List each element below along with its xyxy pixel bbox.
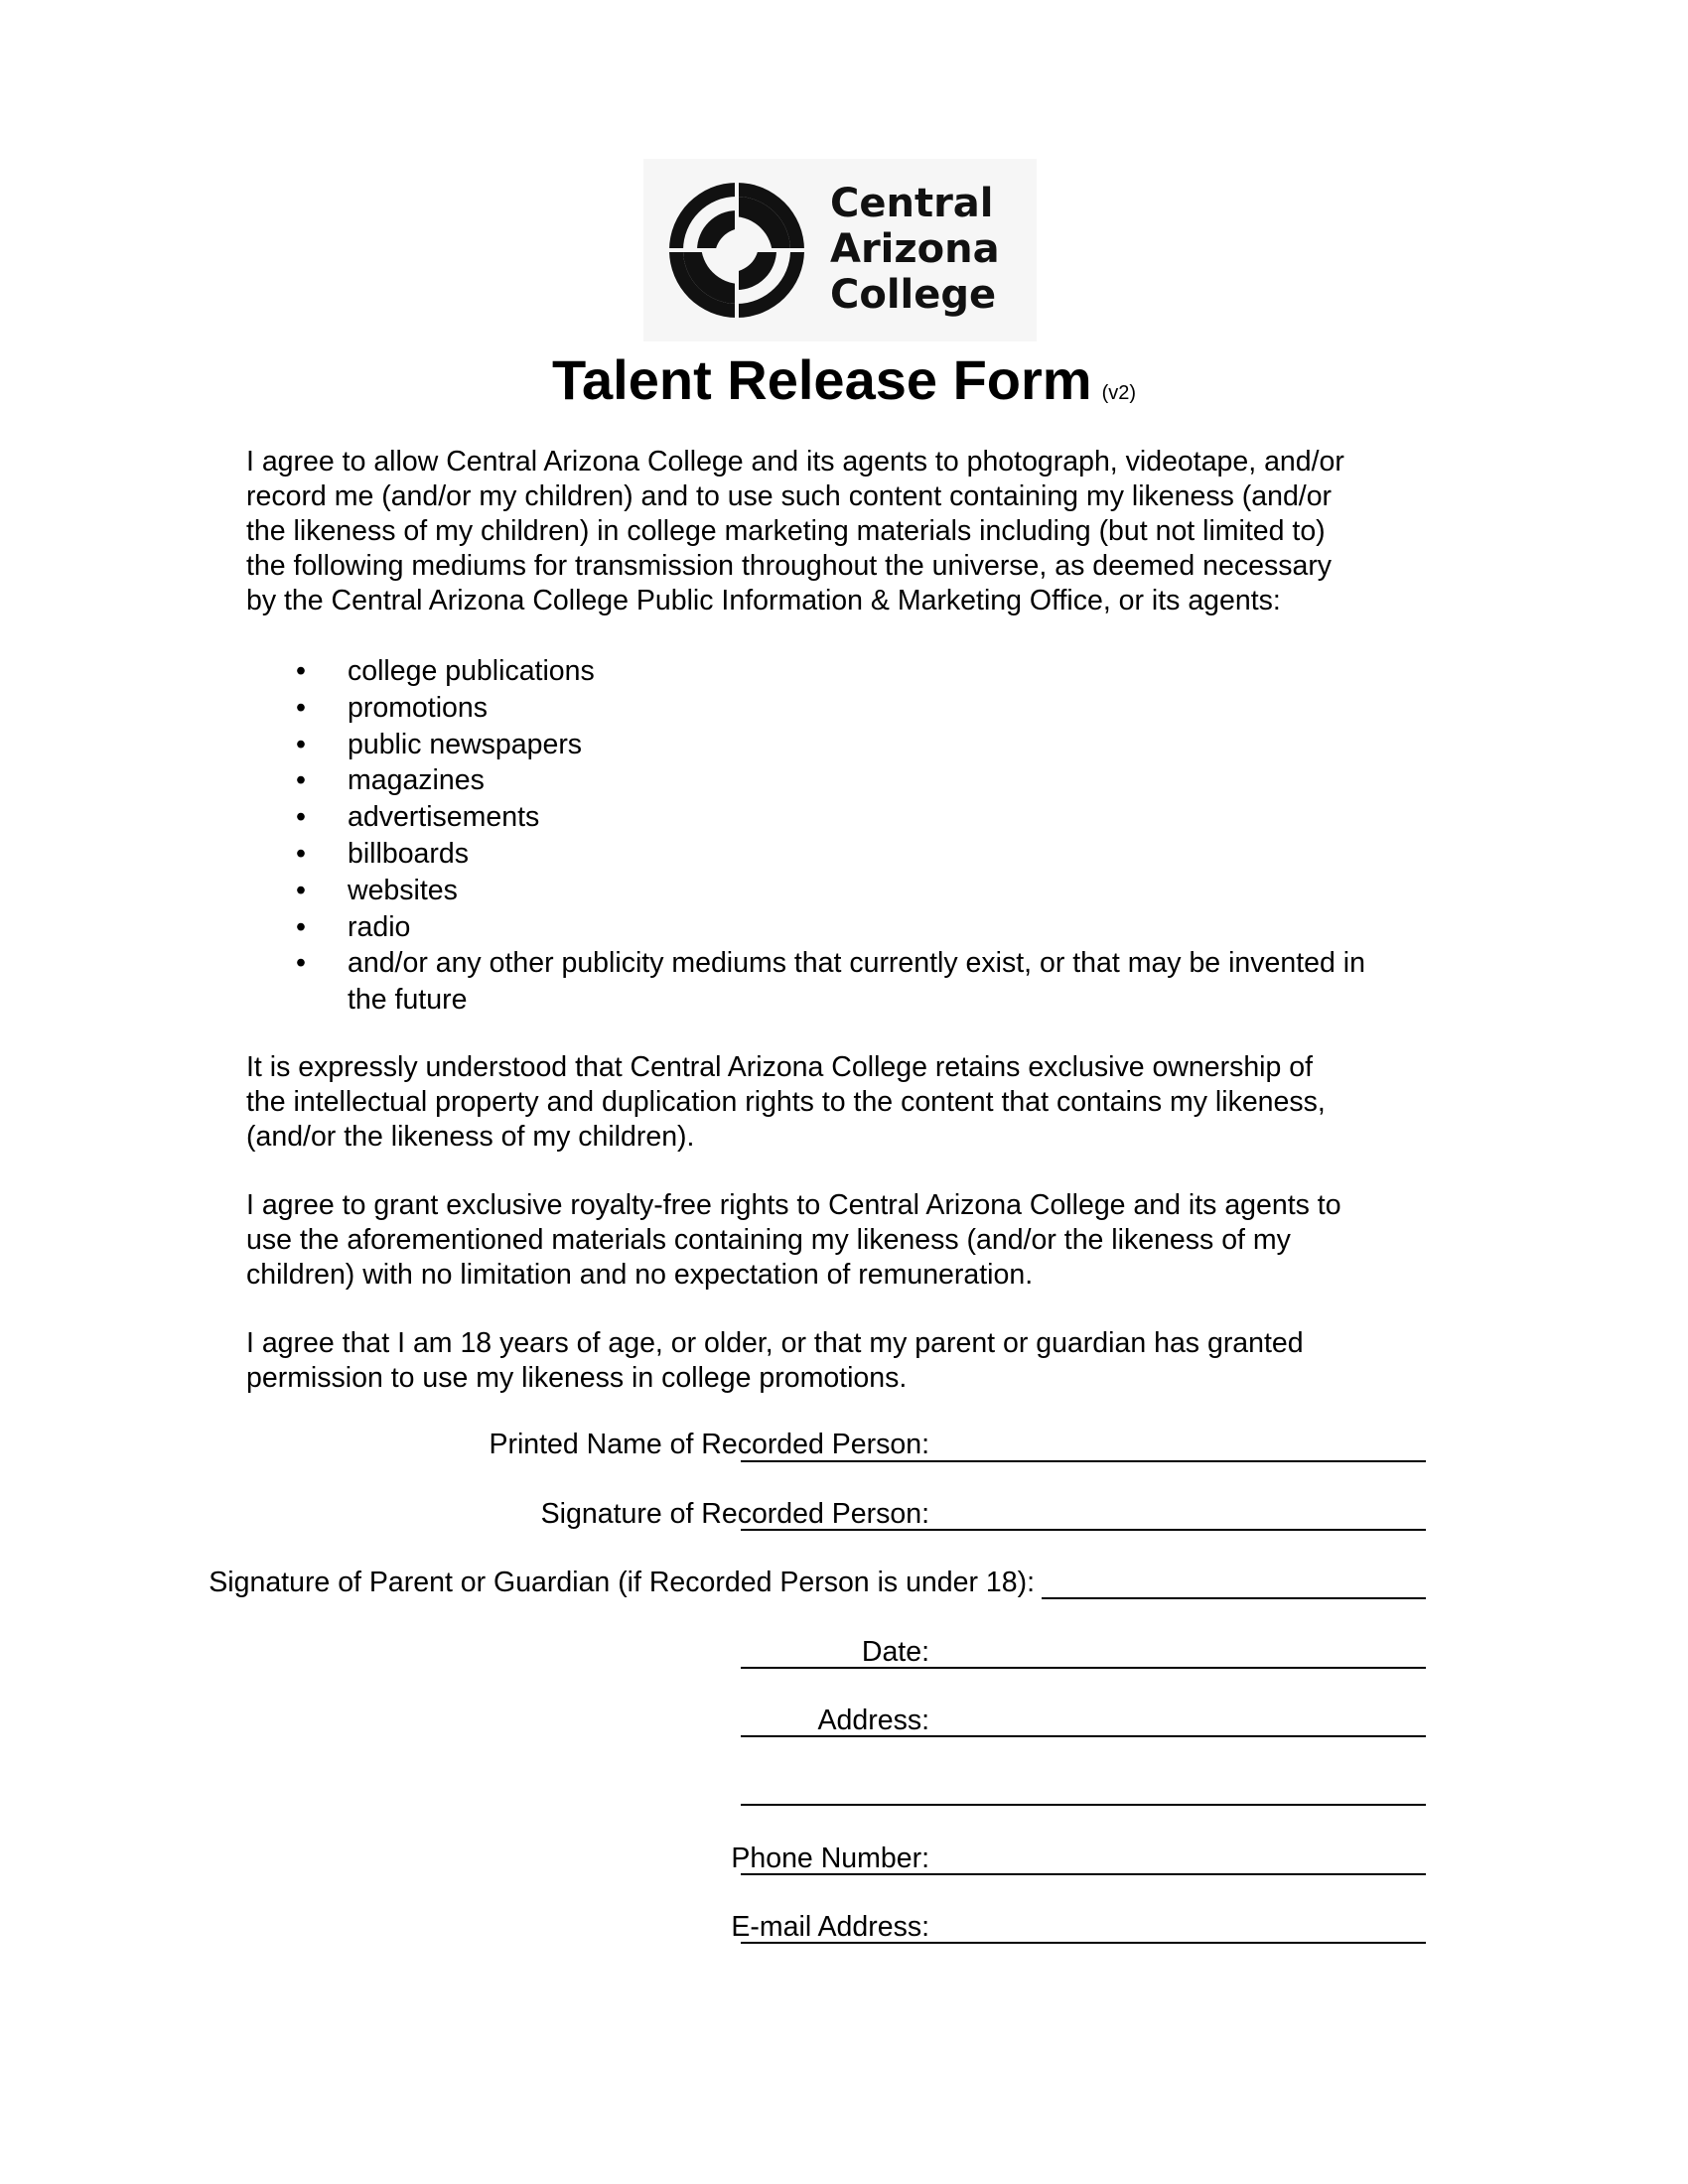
age-paragraph: I agree that I am 18 years of age, or older, or that my parent or guardian has granted permission to use my likeness in college promotions. (246, 1327, 1304, 1394)
address-input[interactable] (741, 1735, 1426, 1737)
list-item: • college publications (246, 653, 1468, 690)
list-item: • advertisements (246, 799, 1468, 836)
college-logo (643, 159, 1037, 341)
printed-name-label: Printed Name of Recorded Person: (489, 1429, 929, 1460)
address-label: Address: (817, 1705, 929, 1736)
list-item: • and/or any other publicity mediums that currently exist, or that may be invented in the future (246, 945, 1468, 1019)
printed-name-field (0, 1426, 1688, 1465)
logo-line-college: College (830, 272, 997, 318)
logo-line-central: Central (830, 181, 994, 226)
guardian-signature-label: Signature of Parent or Guardian (if Recorded Person is under 18): (209, 1567, 1035, 1598)
logo-line-arizona: Arizona (830, 226, 1000, 272)
signature-label: Signature of Recorded Person: (540, 1498, 929, 1530)
email-input[interactable] (741, 1942, 1426, 1944)
signature-input[interactable] (741, 1529, 1426, 1531)
address-input-line-2[interactable] (741, 1804, 1426, 1806)
guardian-signature-field (0, 1564, 1688, 1603)
phone-input[interactable] (741, 1873, 1426, 1875)
phone-label: Phone Number: (731, 1843, 929, 1874)
intro-paragraph: I agree to allow Central Arizona College and its agents to photograph, videotape, and/or record me (and/or my children) and to use such content containing my likeness (and/or the likeness of my children) in college marketing materials including (but not limited to) the following mediums for transmission throughout the universe, as deemed necessary by the Central Arizona College Public Information & Marketing Office, or its agents: (246, 446, 1344, 616)
rights-paragraph: I agree to grant exclusive royalty-free rights to Central Arizona College and its agents to use the aforementioned materials containing my likeness (and/or the likeness of my children) with no limitation and no expectation of remuneration. (246, 1189, 1341, 1291)
cac-logo-icon (667, 179, 806, 322)
ownership-paragraph: It is expressly understood that Central Arizona College retains exclusive ownership of the intellectual property and duplication rights to the content that contains my likeness, (and/or the likeness of my children). (246, 1051, 1326, 1153)
date-input[interactable] (741, 1667, 1426, 1669)
version-label: (v2) (1101, 382, 1137, 404)
list-item: • magazines (246, 762, 1468, 799)
email-label: E-mail Address: (731, 1911, 929, 1943)
list-item: • radio (246, 909, 1468, 946)
guardian-signature-input[interactable] (1042, 1597, 1426, 1599)
printed-name-input[interactable] (741, 1460, 1426, 1462)
list-item: • websites (246, 873, 1468, 909)
date-label: Date: (861, 1636, 929, 1668)
logo-wordmark (830, 181, 1000, 318)
mediums-list (246, 653, 1468, 1019)
list-item: • public newspapers (246, 727, 1468, 763)
list-item: • promotions (246, 690, 1468, 727)
list-item: • billboards (246, 836, 1468, 873)
page-title (0, 345, 1688, 428)
title-text: Talent Release Form (551, 348, 1092, 411)
